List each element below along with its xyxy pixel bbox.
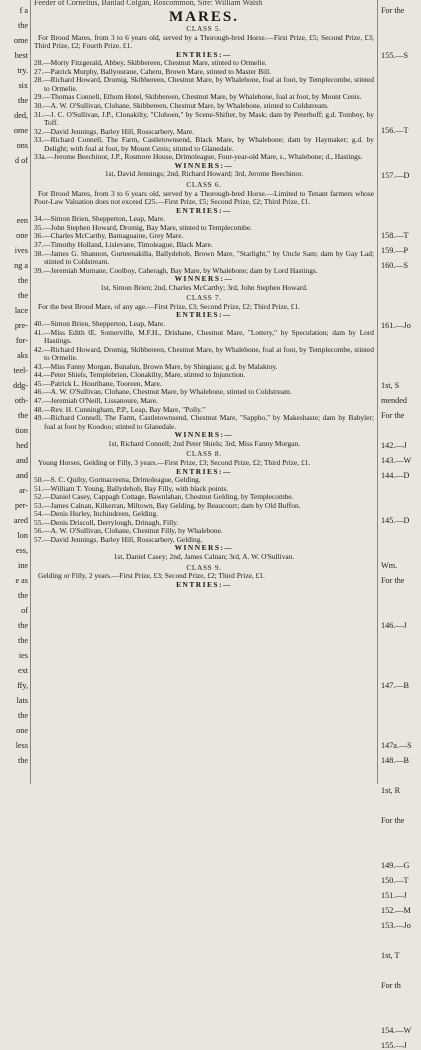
left-column-text-fragment: six xyxy=(18,81,28,90)
entry-item: 45.—Patrick L. Hourihane, Tooreen, Mare. xyxy=(34,378,162,388)
left-column-text-fragment: ar- xyxy=(19,486,28,495)
entries-heading: ENTRIES:— xyxy=(176,310,232,320)
entry-item: 41.—Miss Edith Œ. Somerville, M.F.H., Drishane, Chestnut Mare, "Lottery," by Speculation; dam by Lord Hastings. xyxy=(34,327,374,346)
right-column-text-fragment: For the xyxy=(381,576,405,585)
right-column-text-fragment: 159.—P xyxy=(381,246,409,255)
class-label: CLASS 8. xyxy=(186,449,222,459)
entry-item: 28.—Richard Howard, Dromig, Skibbereen, Chestnut Mare, by Whalebone, foal at foot, by Templecombe, stinted to Ormelie. xyxy=(34,75,374,93)
left-column-text-fragment: ies xyxy=(18,651,28,660)
entry-item: 51.—William T. Young, Ballydehob, Bay Filly, with black points. xyxy=(34,483,229,493)
entry-item: 38.—James G. Shannon, Gurteenakilla, Ballydehob, Brown Mare, "Starlight," by Uncle Sam; dam by Gay Lad; stinted to Coldstream. xyxy=(34,248,374,267)
entry-item: 32.—David Jennings, Barley Hill, Rosscarbery, Mare. xyxy=(34,126,195,136)
class-section xyxy=(34,25,374,181)
left-column-text-fragment: aks xyxy=(17,351,28,360)
class-label: CLASS 7. xyxy=(186,293,222,303)
entry-item: 55.—Denis Driscoll, Derrylough, Drinagh, Filly. xyxy=(34,517,179,527)
left-column-text-fragment: and xyxy=(16,471,28,480)
adjacent-column-right xyxy=(377,0,421,1050)
right-column-text-fragment: 151.—J xyxy=(381,891,407,900)
left-column-text-fragment: d of xyxy=(15,156,28,165)
right-column-text-fragment: 142.—J xyxy=(381,441,407,450)
entry-item: 44.—Peter Shiels, Templebrien, Clonakilty, Mare, stinted to Injunction. xyxy=(34,370,246,380)
left-column-text-fragment: of xyxy=(21,606,28,615)
winners-list: 1st, Daniel Casey; 2nd, James Calnan; 3rd, A. W. O'Sullivan. xyxy=(113,552,295,562)
left-column-text-fragment: lats xyxy=(16,696,28,705)
winners-heading: WINNERS:— xyxy=(174,430,234,440)
left-column-text-fragment: the xyxy=(17,291,28,300)
entries-heading: ENTRIES:— xyxy=(176,466,232,476)
entry-item: 40.—Simon Brien, Shepperton, Leap, Mare. xyxy=(34,319,166,329)
left-column-text-fragment: teel- xyxy=(13,366,28,375)
left-column-text-fragment: the xyxy=(17,591,28,600)
entry-item: 36.—Charles McCarthy, Barnaguaine, Grey Mare. xyxy=(34,231,184,241)
right-column-text-fragment: 144.—D xyxy=(381,471,410,480)
right-column-text-fragment: 158.—T xyxy=(381,231,409,240)
left-column-text-fragment: ine xyxy=(17,561,28,570)
class-section xyxy=(34,294,374,450)
left-column-text-fragment: ome xyxy=(13,36,28,45)
winners-list: 1st, Simon Brien; 2nd, Charles McCarthy; 3rd, John Stephen Howard. xyxy=(100,282,308,292)
entries-heading: ENTRIES:— xyxy=(176,49,232,59)
class-conditions: Young Horses, Gelding or Filly, 3 years.—First Prize, £3; Second Prize, £2; Third Prize, £1. xyxy=(38,457,311,467)
left-column-text-fragment: oth- xyxy=(14,396,28,405)
left-column-text-fragment: lon xyxy=(17,531,28,540)
entry-item: 48.—Rev. H. Cunningham, P.P., Leap, Bay Mare, "Polly." xyxy=(34,404,206,414)
class-section xyxy=(34,450,374,563)
class-section xyxy=(34,564,374,590)
page-title: MARES. xyxy=(169,9,239,25)
entry-item: 43.—Miss Fanny Morgan, Bunalun, Brown Mare, by Shingiass; g.d. by Malaktoy. xyxy=(34,361,278,371)
right-column-text-fragment: 155.—J xyxy=(381,1041,407,1050)
right-column-text-fragment: 149.—G xyxy=(381,861,410,870)
left-column-text-fragment: the xyxy=(17,276,28,285)
entry-item: 33.—Richard Connell, The Farm, Castletownsend, Black Mare, by Whalebone; dam by Haymaker; g.d. by Delight; with foal at foot, by Mount Cenis; stinted to Glanedale. xyxy=(34,135,374,153)
left-column-text-fragment: the xyxy=(17,21,28,30)
entry-item: 33a.—Jerome Beechinor, J.P., Rosmore House, Drimoleague, Four-year-old Mare, s., Whalebone; d., Hastings. xyxy=(34,152,363,162)
entry-item: 34.—Simon Brien, Shepperton, Leap, Mare. xyxy=(34,214,166,224)
winners-list: 1st, David Jennings; 2nd, Richard Howard; 3rd, Jerome Beechinor. xyxy=(104,169,304,179)
left-column-text-fragment: ded, xyxy=(14,111,28,120)
winners-list: 1st, Richard Connell; 2nd Peter Shiels; 3rd, Miss Fanny Morgan. xyxy=(107,438,300,448)
entry-item: 57.—David Jennings, Barley Hill, Rosscarbery, Gelding. xyxy=(34,534,203,544)
left-column-text-fragment: ome xyxy=(13,126,28,135)
left-column-text-fragment: for- xyxy=(15,336,28,345)
entry-item: 35.—John Stephen Howard, Dromig, Bay Mare, stinted to Templecombe. xyxy=(34,222,252,232)
left-column-text-fragment: ives xyxy=(14,246,28,255)
right-column-text-fragment: 147a.—S xyxy=(381,741,412,750)
entry-item: 52.—Daniel Casey, Cappagh Cottage, Bawnlahan, Chestnut Gelding, by Templecombe. xyxy=(34,492,294,502)
right-column-text-fragment: 160.—S xyxy=(381,261,409,270)
class-label: CLASS 6. xyxy=(186,180,222,190)
left-column-text-fragment: the xyxy=(17,411,28,420)
entry-item: 31.—J. C. O'Sullivan, J.P., Clonakilty, "Clohoen," by Scene-Shifter, by Mask; dam by Peterhoff; g.d. Tomboy, by Toff. xyxy=(34,109,374,128)
right-column-text-fragment: 155.—S xyxy=(381,51,409,60)
entry-item: 49.—Richard Connell, The Farm, Castletownsend, Chestnut Mare, "Sappho," by Makeshaste; dam by Babyler; foal at foot by Koodoo; stinted to Glanedale. xyxy=(34,413,374,431)
class-conditions: For Brood Mares, from 3 to 6 years old, served by a Thorough-bred Horse.—First Prize, £5; Second Prize, £3; Third Prize, £2; Fourth Prize, £1. xyxy=(34,32,374,51)
left-column-text-fragment: lace xyxy=(14,306,28,315)
entry-item: 56.—A. W. O'Sullivan, Clohane, Chestnut Filly, by Whalebone. xyxy=(34,526,223,536)
entry-item: 46.—A. W. O'Sullivan, Clohane, Chestnut Mare, by Whalebone, stinted to Coldstream. xyxy=(34,387,292,397)
right-column-text-fragment: 152.—M xyxy=(381,906,411,915)
adjacent-column-left xyxy=(0,0,31,784)
right-column-text-fragment: 154.—W xyxy=(381,1026,412,1035)
right-column-text-fragment: 148.—B xyxy=(381,756,409,765)
left-column-text-fragment: per- xyxy=(14,501,28,510)
right-column-text-fragment: Wm. xyxy=(381,561,398,570)
right-column-text-fragment: 161.—Jo xyxy=(381,321,411,330)
right-column-text-fragment: 1st, S xyxy=(381,381,400,390)
right-column-text-fragment: 143.—W xyxy=(381,456,412,465)
winners-heading: WINNERS:— xyxy=(174,274,234,284)
left-column-text-fragment: best xyxy=(14,51,28,60)
right-column-text-fragment: For the xyxy=(381,411,405,420)
left-column-text-fragment: one xyxy=(16,726,28,735)
right-column-text-fragment: For th xyxy=(381,981,401,990)
right-column-text-fragment: 1st, R xyxy=(381,786,401,795)
left-column-text-fragment: try. xyxy=(17,66,28,75)
left-column-text-fragment: hed xyxy=(16,441,28,450)
main-column xyxy=(34,0,374,784)
left-column-text-fragment: een xyxy=(16,216,28,225)
class-conditions: Gelding or Filly, 2 years.—First Prize, £3; Second Prize, £2; Third Prize, £1. xyxy=(38,571,265,581)
previous-section-tail: Feeder of Cornelius, Banlad Colgan, Roscommon, Sire: William Walsh xyxy=(34,0,263,7)
winners-heading: WINNERS:— xyxy=(174,543,234,553)
left-column-text-fragment: the xyxy=(17,96,28,105)
left-column-text-fragment: one xyxy=(16,231,28,240)
entry-item: 47.—Jeremiah O'Neill, Lissanoure, Mare. xyxy=(34,395,158,405)
left-column-text-fragment: ess, xyxy=(15,546,28,555)
left-column-text-fragment: less xyxy=(15,741,28,750)
right-column-text-fragment: 147.—B xyxy=(381,681,409,690)
class-conditions: For Brood Mares, from 3 to 6 years old, served by a Thorough-bred Horse.—Limited to Tenant farmers whose Poor-Law Valuation does not exceed £25.—First Prize, £5; Second Prize, £2; Third Prize, £1. xyxy=(34,188,374,207)
entry-item: 50.—S. C. Quilty, Gortnacreena, Drimoleague, Gelding. xyxy=(34,475,201,485)
left-column-text-fragment: the xyxy=(17,756,28,765)
left-column-text-fragment: the xyxy=(17,621,28,630)
left-column-text-fragment: and xyxy=(16,456,28,465)
left-column-text-fragment: ext xyxy=(17,666,28,675)
left-column-text-fragment: e as xyxy=(15,576,28,585)
entry-item: 27.—Patrick Murphy, Ballyourane, Caheru, Brown Mare, stinted to Master Bill. xyxy=(34,66,272,76)
left-column-text-fragment: f a xyxy=(19,6,28,15)
right-column-text-fragment: 150.—T xyxy=(381,876,409,885)
entries-heading: ENTRIES:— xyxy=(176,579,232,589)
class-sections xyxy=(34,25,374,589)
entry-item: 53.—James Calnan, Kilkerran, Miltown, Bay Gelding, by Beaucourt; dam by Old Buffon. xyxy=(34,500,301,510)
left-column-text-fragment: the xyxy=(17,636,28,645)
left-column-text-fragment: ared xyxy=(13,516,28,525)
right-column-text-fragment: For the xyxy=(381,6,405,15)
left-column-text-fragment: ddg- xyxy=(12,381,28,390)
left-column-text-fragment: ffy, xyxy=(17,681,28,690)
right-column-text-fragment: 157.—D xyxy=(381,171,410,180)
right-column-text-fragment: 153.—Jo xyxy=(381,921,411,930)
entry-item: 54.—Denis Hurley, Inchindreen, Gelding. xyxy=(34,509,159,519)
right-column-text-fragment: 146.—J xyxy=(381,621,407,630)
entry-item: 37.—Timothy Holland, Lislevane, Timoleague, Black Mare. xyxy=(34,239,213,249)
entry-item: 30.—A. W. O'Sullivan, Clohane, Skibbereen, Chestnut Mare, by Whalebone, stinted to Coldstream. xyxy=(34,101,329,111)
entries-heading: ENTRIES:— xyxy=(176,205,232,215)
entry-item: 42.—Richard Howard, Dromig, Skibbereen, Chestnut Mare, by Whalebone, foal at foot, by Templecombe, stinted to Ormelie. xyxy=(34,344,374,363)
entry-item: 29.—Thomas Connell, Ethom Hotel, Skibbereen, Chestnut Mare, by Whalebone, foal at foot, by Mount Cenis. xyxy=(34,92,362,102)
right-column-text-fragment: For the xyxy=(381,816,405,825)
entry-item: 28.—Morty Fitzgerald, Abbey, Skibbereen, Chestnut Mare, stinted to Ormelie. xyxy=(34,58,267,68)
left-column-text-fragment: ng a xyxy=(14,261,28,270)
right-column-text-fragment: 145.—D xyxy=(381,516,410,525)
class-label: CLASS 5. xyxy=(186,24,222,33)
class-conditions: For the best Brood Mare, of any age.—First Prize, £3; Second Prize, £2; Third Prize, £1. xyxy=(38,301,300,311)
winners-heading: WINNERS:— xyxy=(174,160,234,170)
class-label: CLASS 9. xyxy=(186,562,222,572)
right-column-text-fragment: mended xyxy=(381,396,407,405)
right-column-text-fragment: 1st, T xyxy=(381,951,400,960)
left-column-text-fragment: pre- xyxy=(14,321,28,330)
class-section xyxy=(34,181,374,294)
right-column-text-fragment: 156.—T xyxy=(381,126,409,135)
left-column-text-fragment: the xyxy=(17,711,28,720)
entry-item: 39.—Jeremiah Murnane, Coolboy, Caheragh, Bay Mare, by Whalebone; dam by Lord Hastings. xyxy=(34,265,318,275)
left-column-text-fragment: ons xyxy=(16,141,28,150)
left-column-text-fragment: tion xyxy=(15,426,28,435)
